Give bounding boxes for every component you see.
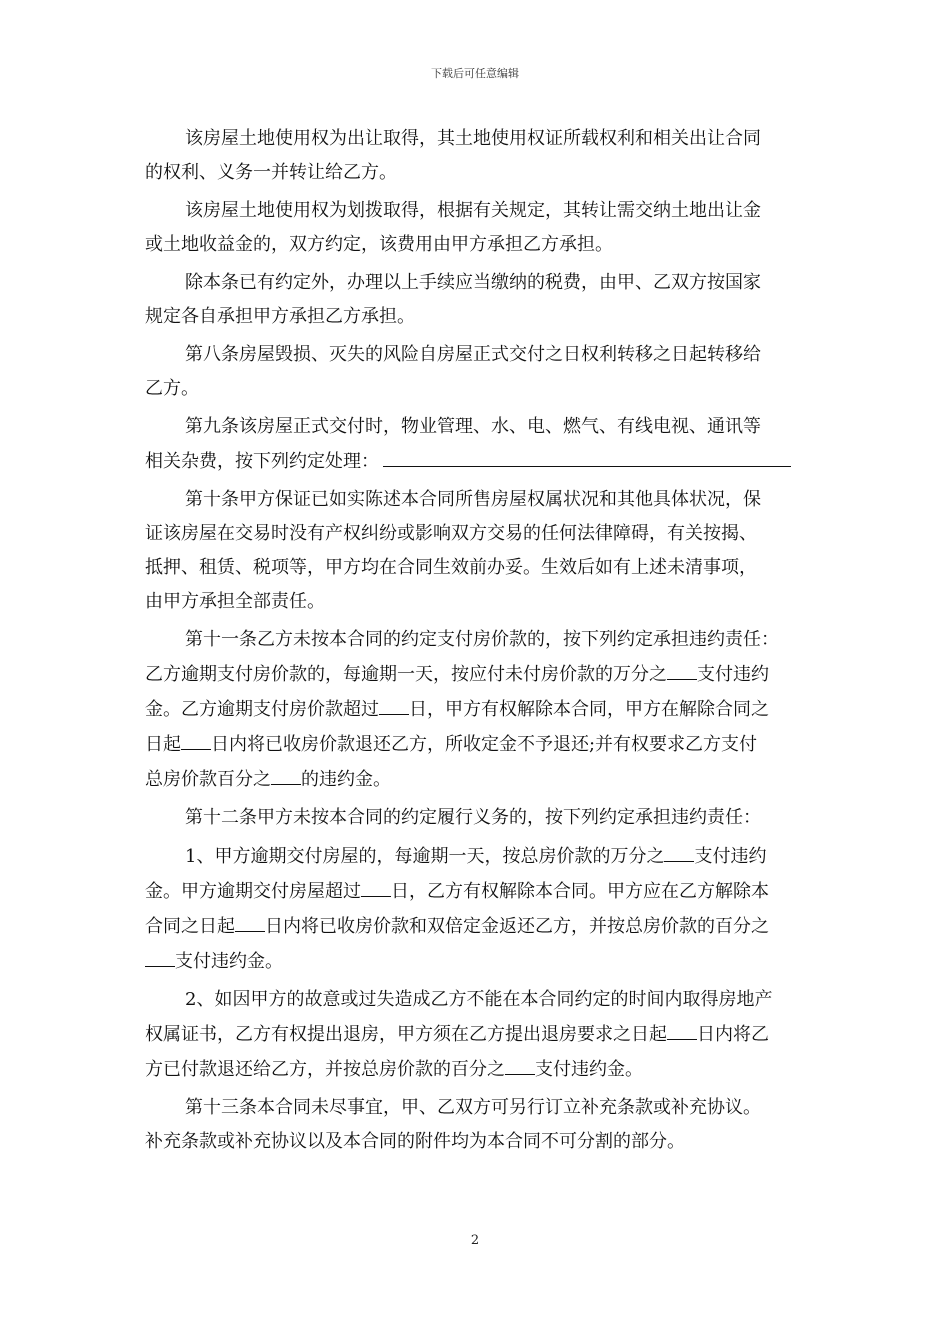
fill-in-blank[interactable] <box>383 444 791 467</box>
fill-in-blank[interactable] <box>145 944 175 967</box>
text-segment: 日内将乙 <box>697 1024 769 1045</box>
text-line <box>145 762 809 797</box>
paragraph-article-10 <box>145 483 809 619</box>
text-line: 第八条房屋毁损、灭失的风险自房屋正式交付之日权利转移之日起转移给 <box>185 344 761 365</box>
text-segment: 方已付款退还给乙方，并按总房价款的百分之 <box>145 1059 505 1080</box>
fill-in-blank[interactable] <box>664 839 694 862</box>
fill-in-blank[interactable] <box>271 762 301 785</box>
text-line <box>145 909 809 944</box>
paragraph-article-12-item-1 <box>145 839 809 979</box>
text-line: 该房屋土地使用权为出让取得，其土地使用权证所载权利和相关出让合同 <box>185 128 761 149</box>
text-line: 乙方。 <box>145 378 199 399</box>
paragraph-taxes <box>145 266 809 334</box>
fill-in-blank[interactable] <box>181 727 211 750</box>
text-line: 补充条款或补充协议以及本合同的附件均为本合同不可分割的部分。 <box>145 1131 685 1152</box>
text-segment: 乙方逾期支付房价款的，每逾期一天，按应付未付房价款的万分之 <box>145 664 667 685</box>
text-line <box>145 727 809 762</box>
text-line: 除本条已有约定外，办理以上手续应当缴纳的税费，由甲、乙双方按国家 <box>185 272 761 293</box>
text-line: 第十三条本合同未尽事宜，甲、乙双方可另行订立补充条款或补充协议。 <box>185 1097 761 1118</box>
text-segment: 1、甲方逾期交付房屋的，每逾期一天，按总房价款的万分之 <box>185 846 665 867</box>
page-header: 下载后可任意编辑 <box>431 67 519 80</box>
fill-in-blank[interactable] <box>505 1052 535 1075</box>
text-line: 抵押、租赁、税项等，甲方均在合同生效前办妥。生效后如有上述未清事项， <box>145 557 757 578</box>
text-segment: 日，乙方有权解除本合同。甲方应在乙方解除本 <box>391 881 769 902</box>
text-segment: 相关杂费，按下列约定处理： <box>145 451 379 472</box>
text-segment: 支付违约金。 <box>175 951 283 972</box>
text-line <box>145 657 809 692</box>
text-segment: 金。甲方逾期交付房屋超过 <box>145 881 361 902</box>
text-line: 该房屋土地使用权为划拨取得，根据有关规定，其转让需交纳土地出让金 <box>185 200 761 221</box>
text-segment: 合同之日起 <box>145 916 235 937</box>
text-line <box>145 874 809 909</box>
text-segment: 日起 <box>145 734 181 755</box>
page-number: 2 <box>470 1233 480 1248</box>
text-line <box>145 944 809 979</box>
paragraph-article-8 <box>145 338 809 406</box>
text-line <box>145 1017 809 1052</box>
text-segment: 总房价款百分之 <box>145 769 271 790</box>
fill-in-blank[interactable] <box>235 909 265 932</box>
paragraph-article-9 <box>145 410 809 479</box>
text-line: 第十条甲方保证已如实陈述本合同所售房屋权属状况和其他具体状况，保 <box>185 489 761 510</box>
fill-in-blank[interactable] <box>667 657 697 680</box>
text-segment: 金。乙方逾期支付房价款超过 <box>145 699 379 720</box>
text-segment: 日内将已收房价款和双倍定金返还乙方，并按总房价款的百分之 <box>265 916 769 937</box>
fill-in-blank[interactable] <box>667 1017 697 1040</box>
text-segment: 日内将已收房价款退还乙方，所收定金不予退还;并有权要求乙方支付 <box>211 734 758 755</box>
text-line <box>145 692 809 727</box>
paragraph-article-12-item-2 <box>145 983 809 1087</box>
text-line <box>145 1052 809 1087</box>
text-segment: 权属证书，乙方有权提出退房，甲方须在乙方提出退房要求之日起 <box>145 1024 667 1045</box>
text-segment: 支付违约 <box>697 664 769 685</box>
text-line: 的权利、义务一并转让给乙方。 <box>145 162 397 183</box>
text-line: 规定各自承担甲方承担乙方承担。 <box>145 306 415 327</box>
text-line: 2、如因甲方的故意或过失造成乙方不能在本合同约定的时间内取得房地产 <box>185 989 773 1010</box>
text-line: 第九条该房屋正式交付时，物业管理、水、电、燃气、有线电视、通讯等 <box>185 416 761 437</box>
paragraph-article-11 <box>145 623 809 797</box>
text-segment: 的违约金。 <box>301 769 391 790</box>
text-line: 第十一条乙方未按本合同的约定支付房价款的，按下列约定承担违约责任： <box>185 629 779 650</box>
paragraph-land-use-allocation <box>145 194 809 262</box>
text-line <box>145 444 809 479</box>
document-body <box>145 122 809 1163</box>
text-segment: 支付违约金。 <box>535 1059 643 1080</box>
text-segment: 日，甲方有权解除本合同，甲方在解除合同之 <box>409 699 769 720</box>
text-line: 由甲方承担全部责任。 <box>145 591 325 612</box>
text-line: 第十二条甲方未按本合同的约定履行义务的，按下列约定承担违约责任： <box>185 807 761 828</box>
paragraph-article-12 <box>145 801 809 835</box>
fill-in-blank[interactable] <box>361 874 391 897</box>
text-line: 证该房屋在交易时没有产权纠纷或影响双方交易的任何法律障碍，有关按揭、 <box>145 523 757 544</box>
paragraph-article-13 <box>145 1091 809 1159</box>
paragraph-land-use-transfer <box>145 122 809 190</box>
fill-in-blank[interactable] <box>379 692 409 715</box>
text-segment: 支付违约 <box>694 846 767 867</box>
text-line: 或土地收益金的，双方约定，该费用由甲方承担乙方承担。 <box>145 234 613 255</box>
text-line <box>145 839 809 874</box>
